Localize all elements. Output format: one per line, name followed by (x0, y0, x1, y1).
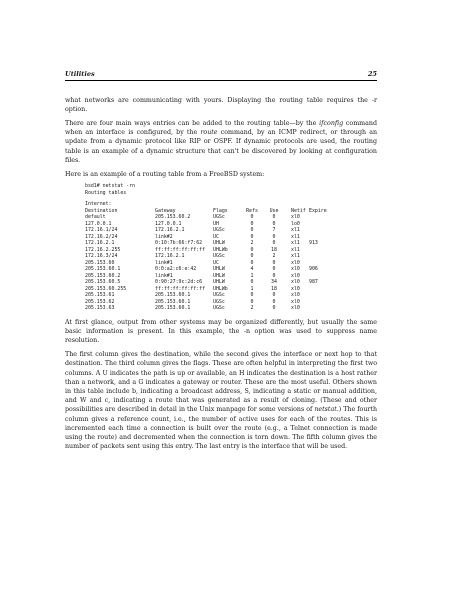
table-cell: UGSc (213, 214, 225, 221)
listing-section: Internet: (85, 201, 112, 208)
column-header: Gateway (155, 207, 176, 214)
table-cell: 172.16.3/24 (85, 253, 118, 260)
table-cell: 913 (309, 240, 318, 247)
ifconfig-command: ifconfig (319, 120, 344, 127)
netstat-command: netstat (314, 406, 337, 414)
table-cell: 0 (250, 246, 254, 253)
table-cell: ff:ff:ff:ff:ff:ff (155, 285, 206, 292)
table-cell: 1 (250, 285, 254, 292)
table-cell: 0 (272, 298, 276, 305)
table-cell: 205.153.60.1 (155, 292, 191, 299)
page-body (65, 96, 377, 456)
column-header: Netif (291, 207, 306, 214)
table-cell: xl0 (291, 298, 300, 305)
table-cell: xl0 (291, 259, 300, 266)
table-cell: 205.153.61 (85, 292, 115, 299)
table-cell: 0 (272, 240, 276, 247)
paragraph-4: At first glance, output from other systems may be organized differently, but usually the same basic information is present. In this example, the -n option was used to suppress name resolution. (65, 318, 377, 345)
paragraph-2-text-e: command, by an ICMP redirect, or through an update from a dynamic protocol like RIP or OSPF. If dynamic protocols are used, the routing table is an example of a dynamic structure that can't be discovered by looking at configuration files. (65, 129, 378, 164)
table-cell: 205.153.60.1 (85, 266, 121, 273)
table-cell: 0 (250, 214, 254, 221)
table-cell: xl0 (291, 292, 300, 299)
table-cell: xl0 (291, 279, 300, 286)
table-cell: 2 (250, 305, 254, 312)
route-command: route (200, 129, 218, 137)
table-cell: 0 (250, 253, 254, 260)
table-cell: default (85, 214, 106, 221)
table-cell: 172.16.1/24 (85, 227, 118, 234)
page-number: 25 (367, 70, 377, 78)
table-cell: UC (213, 259, 219, 266)
table-cell: 172.16.2/24 (85, 233, 118, 240)
table-cell: link#2 (155, 233, 173, 240)
table-cell: UGSc (213, 305, 225, 312)
table-cell: 205.153.62 (85, 298, 115, 305)
routing-table (85, 208, 329, 312)
paragraph-5-text-a: The first column gives the destination, while the second gives the interface or next hop to that destination. The third column gives the flags. These are often helpful in interpreting the first two columns. A U indicates the path is up or available, an H indicates the destination is a host rather than a network, and a G indicates a gateway or router. These are the most useful. Others shown in this table include b, indicating a broadcast address, S, indicating a static or manual addition, and W and c, indicating a route that was generated as a result of cloning. (These and other possibilities are described in detail in the Unix manpage for some versions of (65, 351, 377, 414)
table-cell: UGSc (213, 298, 225, 305)
table-cell: 18 (271, 246, 277, 253)
table-cell: xl0 (291, 214, 300, 221)
table-cell: 18 (271, 285, 277, 292)
table-cell: 4 (250, 266, 254, 273)
table-cell: 0 (250, 233, 254, 240)
table-cell: 172.16.2.255 (85, 246, 121, 253)
table-cell: UGSc (213, 253, 225, 260)
table-cell: xl0 (291, 272, 300, 279)
table-cell: 205.153.60.1 (155, 305, 191, 312)
table-cell: 2 (250, 240, 254, 247)
table-cell: 0 (272, 259, 276, 266)
table-cell: 0 (272, 305, 276, 312)
table-cell: 0 (272, 214, 276, 221)
table-cell: 127.0.0.1 (155, 220, 182, 227)
paragraph-1: what networks are communicating with yours. Displaying the routing table requires the -r option. (65, 97, 377, 114)
table-cell: 0 (272, 220, 276, 227)
table-cell: UGSc (213, 292, 225, 299)
table-cell: 0 (272, 272, 276, 279)
table-cell: 34 (271, 279, 277, 286)
table-cell: 0 (250, 279, 254, 286)
table-cell: 172.16.2.1 (85, 240, 115, 247)
paragraph-3: Here is an example of a routing table from a FreeBSD system: (65, 170, 265, 178)
table-cell: 1 (250, 272, 254, 279)
table-cell: 205.153.60 (85, 259, 115, 266)
table-cell: 172.16.2.1 (155, 227, 185, 234)
table-cell: 987 (309, 279, 318, 286)
table-cell: UHLW (213, 272, 225, 279)
table-cell: xl0 (291, 285, 300, 292)
table-cell: link#1 (155, 272, 173, 279)
column-header: Use (269, 207, 279, 214)
table-cell: 0:0:a2:c6:e:42 (155, 266, 197, 273)
table-cell: 906 (309, 266, 318, 273)
table-cell: UGSc (213, 227, 225, 234)
table-cell: 7 (272, 227, 276, 234)
table-cell: 0:90:27:9c:2d:c6 (155, 279, 203, 286)
table-cell (309, 305, 329, 312)
paragraph-5 (65, 350, 377, 451)
table-cell: 2 (272, 253, 276, 260)
table-cell: UH (213, 220, 219, 227)
chapter-title: Utilities (65, 70, 95, 78)
table-cell: xl0 (291, 266, 300, 273)
table-cell: UHLW (213, 279, 225, 286)
table-cell: UHLWb (213, 285, 228, 292)
table-cell: 0 (272, 292, 276, 299)
table-cell: 0 (250, 227, 254, 234)
table-cell: 205.153.60.255 (85, 285, 127, 292)
paragraph-2 (65, 119, 377, 165)
table-cell: xl1 (291, 253, 300, 260)
paragraph-2-text-a: There are four main ways entries can be added to the routing table—by the (65, 120, 320, 127)
table-cell: 205.153.60.1 (155, 298, 191, 305)
paragraph-5-text-c: .) The fourth column gives a reference count, i.e., the number of active uses for each of the routes. This is incremented each time a connection is built over the route (e.g., a Telnet connection is made using the route) and decremented when the connection is torn down. The fifth column gives the number of packets sent using this entry. The last entry is the interface that will be used. (65, 406, 377, 451)
netstat-listing (65, 183, 377, 312)
table-cell: 127.0.0.1 (85, 220, 112, 227)
table-cell: 205.153.60.5 (85, 279, 121, 286)
table-cell: UHLWb (213, 246, 228, 253)
table-cell: 0 (272, 233, 276, 240)
table-cell: xl1 (291, 233, 300, 240)
table-cell: 0 (250, 298, 254, 305)
listing-command: bsd1# netstat -rn (85, 183, 136, 190)
listing-title: Routing tables (85, 189, 127, 196)
table-cell: xl1 (291, 227, 300, 234)
table-cell: UHLW (213, 266, 225, 273)
table-cell: 0 (250, 292, 254, 299)
table-cell: xl0 (291, 305, 300, 312)
table-cell: UHLW (213, 240, 225, 247)
running-header (65, 70, 377, 81)
table-cell: link#1 (155, 259, 173, 266)
column-header: Flags (213, 207, 228, 214)
table-cell: 205.153.60.2 (85, 272, 121, 279)
table-cell: 0 (250, 220, 254, 227)
table-cell: 172.16.2.1 (155, 253, 185, 260)
paragraph-2-text-c: command when an interface is configured, by the (65, 120, 377, 137)
column-header: Destination (85, 207, 118, 214)
table-cell: xl1 (291, 246, 300, 253)
column-header: Expire (309, 207, 327, 214)
table-cell: xl1 (291, 240, 300, 247)
table-cell: 0:10:7b:66:f7:62 (155, 240, 203, 247)
table-cell: UC (213, 233, 219, 240)
table-cell: 205.153.63 (85, 305, 115, 312)
column-header: Refs (246, 207, 258, 214)
table-cell: 0 (250, 259, 254, 266)
table-cell: ff:ff:ff:ff:ff:ff (155, 246, 206, 253)
table-row (85, 305, 329, 312)
table-cell: lo0 (291, 220, 300, 227)
table-cell: 0 (272, 266, 276, 273)
table-cell: 205.153.60.2 (155, 214, 191, 221)
